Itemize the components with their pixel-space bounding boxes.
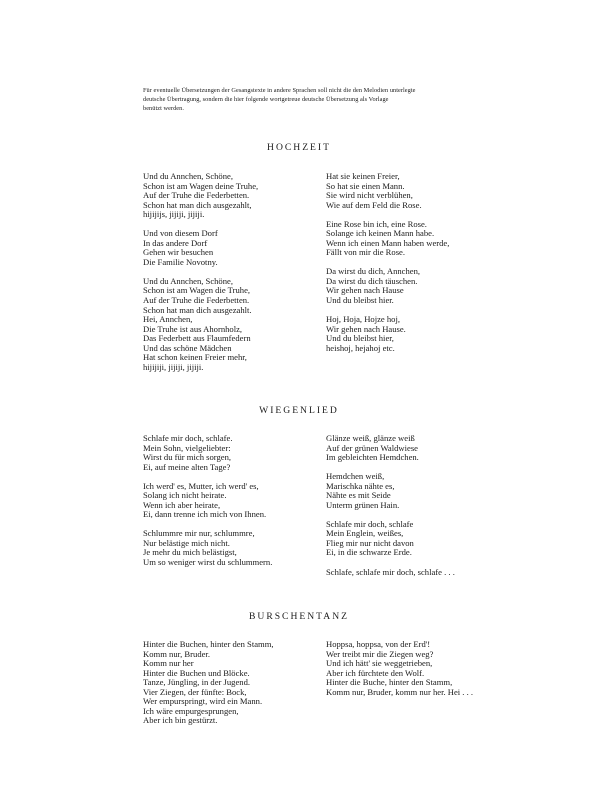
verse-line: Tanze, Jüngling, in der Jugend. (143, 677, 251, 688)
stanza (143, 482, 272, 520)
left-column (143, 640, 274, 735)
stanza (143, 434, 272, 472)
verse-line: Hinter die Buchen, hinter den Stamm, (143, 639, 274, 649)
verse-line: Komm nur, Bruder, komm nur her. Hei . . . (326, 686, 474, 697)
verse-line: Schon hat man dich ausgezahlt. (143, 304, 252, 315)
verse-line: heishoj, hejahoj etc. (326, 342, 395, 353)
verse-line: Schlummre mir nur, schlummre, (143, 528, 255, 539)
verse-line: Im gebleichten Hemdchen. (326, 452, 419, 463)
verse-line: Schon hat man dich ausgezahlt, (143, 199, 252, 210)
verse-line: Hemdchen weiß, (326, 471, 385, 482)
verse-line: Und ich hätt' sie weggetrieben, (326, 658, 433, 669)
stanza (326, 267, 449, 305)
verse-line: Wir gehen nach Hause (326, 285, 404, 296)
verse-line: In das andere Dorf (143, 237, 208, 248)
stanza (143, 640, 274, 726)
verse-line: Da wirst du dich, Annchen, (326, 266, 421, 277)
verse-line: Wer treibt mir die Ziegen weg? (326, 648, 434, 659)
verse-line: Hinter die Buche, hinter den Stamm, (326, 677, 453, 688)
verse-line: Mein Englein, weißes, (326, 528, 404, 539)
verse-line: Ich wäre empurgesprungen, (143, 705, 239, 716)
verse-line: Hei, Annchen, (143, 314, 193, 325)
verse-line: Schlafe mir doch, schlafe. (143, 433, 233, 443)
verse-line: Ei, in die schwarze Erde. (326, 547, 412, 558)
verse-line: Hat sie keinen Freier, (326, 171, 400, 181)
stanza (143, 172, 258, 220)
verse-line: Ei, dann trenne ich mich von Ihnen. (143, 509, 267, 520)
song-title: HOCHZEIT (267, 142, 331, 153)
verse-line: Komm nur her (143, 658, 194, 669)
verse-line: Und du bleibst hier. (326, 295, 394, 306)
preface-line: deutsche Übertragung, sondern die hier folgende wortgetreue deutsche Übersetzung als Vorlage (143, 96, 389, 104)
stanza (326, 640, 473, 697)
verse-line: Hoppsa, hoppsa, von der Erd'! (326, 639, 431, 649)
stanza (143, 229, 258, 267)
verse-line: Auf der grünen Waldwiese (326, 442, 418, 453)
stanza (326, 315, 449, 353)
verse-line: Hinter die Buchen und Blöcke. (143, 667, 250, 678)
verse-line: Und du Annchen, Schöne, (143, 171, 233, 181)
verse-line: Flieg mir nur nicht davon (326, 537, 414, 548)
verse-line: Je mehr du mich belästigst, (143, 547, 237, 558)
verse-line: Vier Ziegen, der fünfte: Bock, (143, 686, 247, 697)
verse-line: Unterm grünen Hain. (326, 499, 400, 510)
verse-line: Auf der Truhe die Federbetten. (143, 190, 250, 201)
stanza (326, 568, 455, 578)
verse-line: Hat schon keinen Freier mehr, (143, 352, 247, 363)
verse-line: Nur belästige mich nicht. (143, 537, 230, 548)
verse-line: Schon ist am Wagen deine Truhe, (143, 180, 259, 191)
verse-line: hijijiji, jijiji, jijiji. (143, 361, 204, 372)
verse-line: Die Truhe ist aus Ahornholz, (143, 323, 243, 334)
verse-line: Ei, auf meine alten Tage? (143, 461, 231, 472)
preface-line: benützt werden. (143, 105, 184, 113)
verse-line: Komm nur, Bruder. (143, 648, 210, 659)
verse-line: Das Federbett aus Flaumfedern (143, 333, 251, 344)
song-title: BURSCHENTANZ (249, 611, 349, 622)
verse-line: Marischka nähte es, (326, 480, 395, 491)
verse-line: Mein Sohn, vielgeliebter: (143, 442, 231, 453)
verse-line: Und das schöne Mädchen (143, 342, 232, 353)
verse-line: Die Familie Novotny. (143, 256, 218, 267)
left-column (143, 172, 258, 382)
verse-line: Und du bleibst hier, (326, 333, 394, 344)
verse-line: Schon ist am Wagen die Truhe, (143, 285, 251, 296)
song-title: WIEGENLIED (259, 405, 339, 416)
stanza (326, 172, 449, 210)
verse-line: Da wirst du dich täuschen. (326, 275, 418, 286)
left-column (143, 434, 272, 577)
stanza (326, 520, 455, 558)
verse-line: Ich werd' es, Mutter, ich werd' es, (143, 480, 259, 491)
verse-line: Glänze weiß, glänze weiß (326, 433, 415, 443)
verse-line: Solange ich keinen Mann habe. (326, 228, 435, 239)
preface-line: Für eventuelle Übersetzungen der Gesangstexte in andere Sprachen soll nicht die den Melodien unterlegte (143, 87, 416, 94)
verse-line: Aber ich fürchtete den Wolf. (326, 667, 425, 678)
verse-line: Auf der Truhe die Federbetten. (143, 295, 250, 306)
right-column (326, 172, 449, 363)
verse-line: Solang ich nicht heirate. (143, 490, 227, 501)
verse-line: Wenn ich einen Mann haben werde, (326, 237, 450, 248)
verse-line: Um so weniger wirst du schlummern. (143, 557, 273, 568)
verse-line: Wenn ich aber heirate, (143, 499, 221, 510)
right-column (326, 434, 455, 587)
verse-line: Eine Rose bin ich, eine Rose. (326, 218, 427, 229)
preface-note (143, 86, 493, 114)
verse-line: Schlafe, schlafe mir doch, schlafe . . . (326, 566, 455, 577)
verse-line: hijijijs, jijiji, jijiji. (143, 209, 205, 220)
stanza (326, 220, 449, 258)
stanza (326, 472, 455, 510)
verse-line: Fällt von mir die Rose. (326, 247, 406, 258)
verse-line: Sie wird nicht verblühen, (326, 190, 413, 201)
verse-line: Wer empurspringt, wird ein Mann. (143, 696, 263, 707)
verse-line: Wir gehen nach Hause. (326, 323, 406, 334)
right-column (326, 640, 473, 707)
verse-line: Wirst du für mich sorgen, (143, 452, 232, 463)
stanza (143, 529, 272, 567)
stanza (326, 434, 455, 463)
verse-line: Gehen wir besuchen (143, 247, 214, 258)
verse-line: Und du Annchen, Schöne, (143, 275, 233, 286)
verse-line: Schlafe mir doch, schlafe (326, 518, 414, 529)
stanza (143, 277, 258, 372)
verse-line: Aber ich bin gestürzt. (143, 715, 218, 726)
verse-line: Hoj, Hoja, Hojze hoj, (326, 314, 400, 325)
verse-line: Nähte es mit Seide (326, 490, 391, 501)
verse-line: Wie auf dem Feld die Rose. (326, 199, 422, 210)
verse-line: Und von diesem Dorf (143, 228, 218, 239)
verse-line: So hat sie einen Mann. (326, 180, 405, 191)
